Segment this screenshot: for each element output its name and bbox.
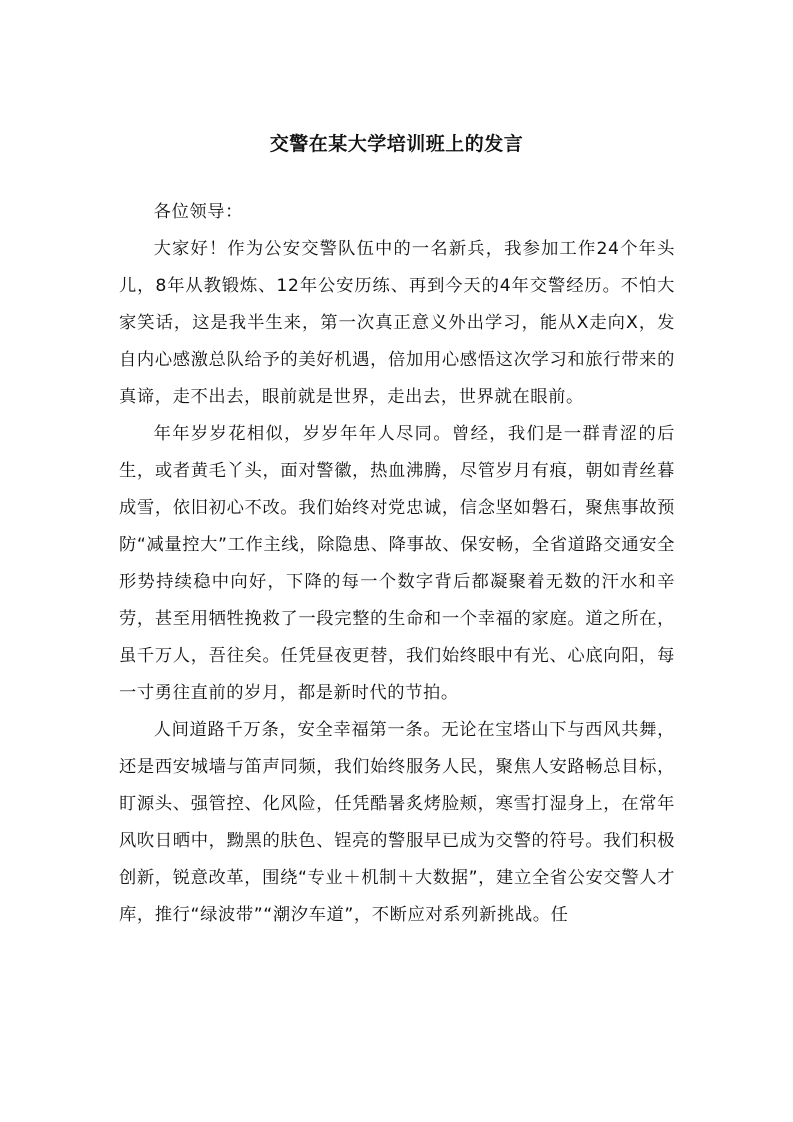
paragraph-3: 人间道路千万条，安全幸福第一条。无论在宝塔山下与西风共舞，还是西安城墙与笛声同频，我们始终服务人民，聚焦人安路畅总目标，盯源头、强管控、化风险，任凭酷暑炙烤脸颊，寒雪打湿身上，在常年风吹日晒中，黝黑的肤色、锃亮的警服早已成为交警的符号。我们积极创新，锐意改革，围绕“专业＋机制＋大数据”，建立全省公安交警人才库，推行“绿波带”“潮汐车道”，不断应对系列新挑战。任 [119, 720, 675, 925]
salutation: 各位领导： [153, 202, 244, 222]
paragraph-1: 大家好！作为公安交警队伍中的一名新兵，我参加工作24个年头儿，8年从教锻炼、12年公安历练、再到今天的4年交警经历。不怕大家笑话，这是我半生来，第一次真正意义外出学习，能从X走向X，发自内心感激总队给予的美好机遇，倍加用心感悟这次学习和旅行带来的真谛，走不出去，眼前就是世界，走出去，世界就在眼前。 [119, 239, 675, 407]
document-body [119, 194, 675, 934]
document-title: 交警在某大学培训班上的发言 [269, 133, 524, 155]
paragraph-2: 年年岁岁花相似，岁岁年年人尽同。曾经，我们是一群青涩的后生，或者黄毛丫头，面对警徽，热血沸腾，尽管岁月有痕，朝如青丝暮成雪，依旧初心不改。我们始终对党忠诚，信念坚如磐石，聚焦事故预防“减量控大”工作主线，除隐患、降事故、保安畅，全省道路交通安全形势持续稳中向好，下降的每一个数字背后都凝聚着无数的汗水和辛劳，甚至用牺牲挽救了一段完整的生命和一个幸福的家庭。道之所在，虽千万人，吾往矣。任凭昼夜更替，我们始终眼中有光、心底向阳，每一寸勇往直前的岁月，都是新时代的节拍。 [119, 424, 675, 703]
